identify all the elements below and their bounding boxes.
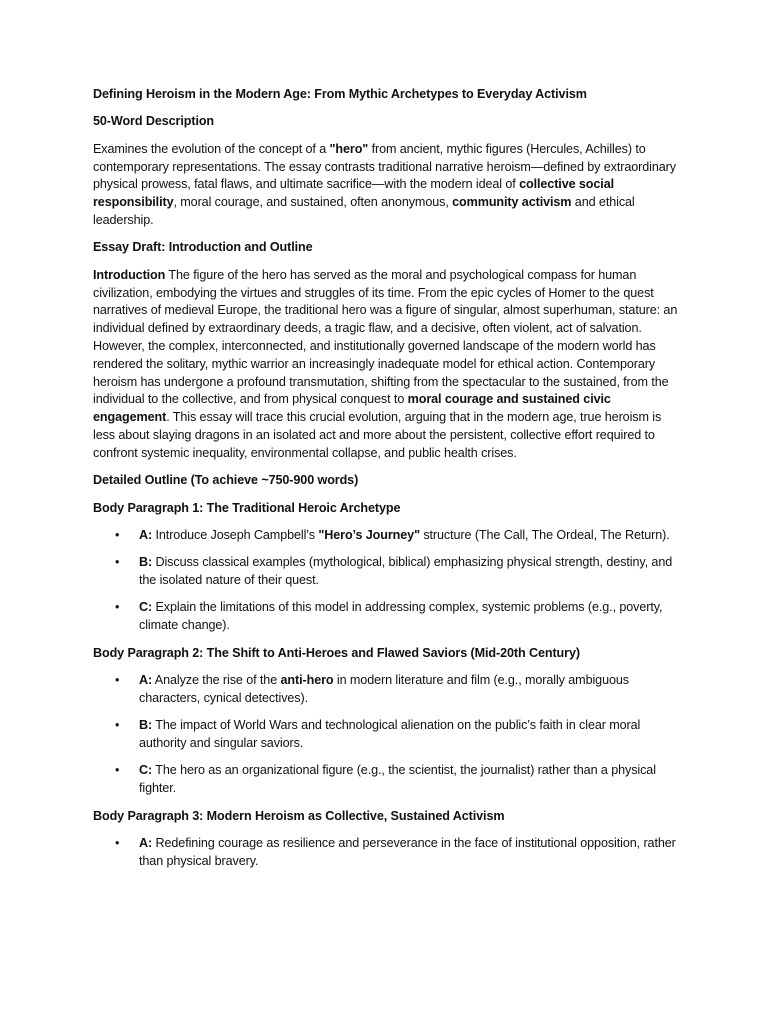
item-label: A: (139, 527, 153, 542)
description-bold-activism: community activism (452, 195, 572, 210)
description-paragraph (93, 141, 683, 230)
item-text: The hero as an organizational figure (e.g., the scientist, the journalist) rather than a physical fighter. (139, 763, 656, 796)
description-text: , moral courage, and sustained, often anonymous, (173, 195, 453, 210)
draft-heading: Essay Draft: Introduction and Outline (93, 240, 313, 255)
item-label: C: (139, 763, 153, 778)
description-bold-hero: "hero" (329, 141, 369, 156)
list-item (139, 762, 683, 798)
introduction-text: The figure of the hero has served as the moral and psychological compass for human civilization, embodying the virtues and struggles of its time. From the epic cycles of Homer to the quest narratives of medieval Europe, the traditional hero was a figure of singular, almost superhuman, stature: an individual defined by extraordinary deeds, a tragic flaw, and a decisive, often violent, act of salvation. However, the complex, interconnected, and institutionally governed landscape of the modern world has rendered the solitary, mythic warrior an increasingly inadequate model for ethical action. Contemporary heroism has undergone a profound transmutation, shifting from the spectacular to the sustained, from the individual to the collective, and from physical conquest to (93, 267, 678, 407)
item-bold-anti-hero: anti-hero (280, 673, 334, 688)
introduction-paragraph (93, 267, 683, 463)
item-text: The impact of World Wars and technological alienation on the public’s faith in clear moral authority and singular saviors. (139, 718, 641, 751)
description-text: from ancient, mythic figures (Hercules, Achilles) to contemporary representations. The essay contrasts traditional narrative heroism—defined by extraordinary physical prowess, fatal flaws, and ultimate sacrifice—with the modern ideal of (93, 141, 676, 192)
list-item (139, 672, 683, 708)
item-text: Discuss classical examples (mythological, biblical) emphasizing physical strength, destiny, and the isolated nature of their quest. (139, 555, 673, 588)
description-text: Examines the evolution of the concept of a (93, 141, 330, 156)
description-heading: 50-Word Description (93, 114, 215, 129)
outline-heading: Detailed Outline (To achieve ~750-900 words) (93, 473, 359, 488)
description-text: and ethical leadership. (93, 195, 635, 227)
introduction-label: Introduction (93, 267, 166, 282)
item-bold-heros-journey: "Hero’s Journey" (318, 527, 420, 542)
list-item (139, 717, 683, 753)
body-paragraph-3-heading: Body Paragraph 3: Modern Heroism as Collective, Sustained Activism (93, 808, 505, 823)
item-label: B: (139, 555, 153, 570)
item-text: structure (The Call, The Ordeal, The Return). (419, 527, 670, 542)
body-paragraph-3-list (93, 835, 683, 871)
item-text: Analyze the rise of the (152, 673, 281, 688)
document-page (93, 86, 683, 880)
document-title: Defining Heroism in the Modern Age: From Mythic Archetypes to Everyday Activism (93, 87, 587, 101)
list-item (139, 527, 683, 545)
item-label: A: (139, 673, 153, 688)
list-item (139, 554, 683, 590)
list-item (139, 599, 683, 635)
body-paragraph-2-list (93, 672, 683, 798)
item-text: Introduce Joseph Campbell’s (152, 527, 319, 542)
item-text: in modern literature and film (e.g., morally ambiguous characters, cynical detectives). (139, 673, 629, 705)
item-label: B: (139, 718, 153, 733)
description-bold-collective: collective social responsibility (93, 177, 614, 210)
body-paragraph-1-list (93, 527, 683, 635)
introduction-text: . This essay will trace this crucial evolution, arguing that in the modern age, true heroism is less about slaying dragons in an isolated act and more about the persistent, collective effort required to confront systemic inequality, environmental collapse, and public health crises. (93, 410, 662, 460)
introduction-bold-moral-courage: moral courage and sustained civic engagement (93, 392, 611, 425)
item-label: A: (139, 836, 153, 850)
list-item (139, 835, 683, 871)
item-label: C: (139, 600, 153, 615)
item-text: Explain the limitations of this model in addressing complex, systemic problems (e.g., poverty, climate change). (139, 600, 663, 633)
item-text: Redefining courage as resilience and perseverance in the face of institutional opposition, rather than physical bravery. (139, 836, 676, 868)
body-paragraph-1-heading: Body Paragraph 1: The Traditional Heroic Archetype (93, 500, 401, 515)
body-paragraph-2-heading: Body Paragraph 2: The Shift to Anti-Heroes and Flawed Saviors (Mid-20th Century) (93, 645, 580, 660)
